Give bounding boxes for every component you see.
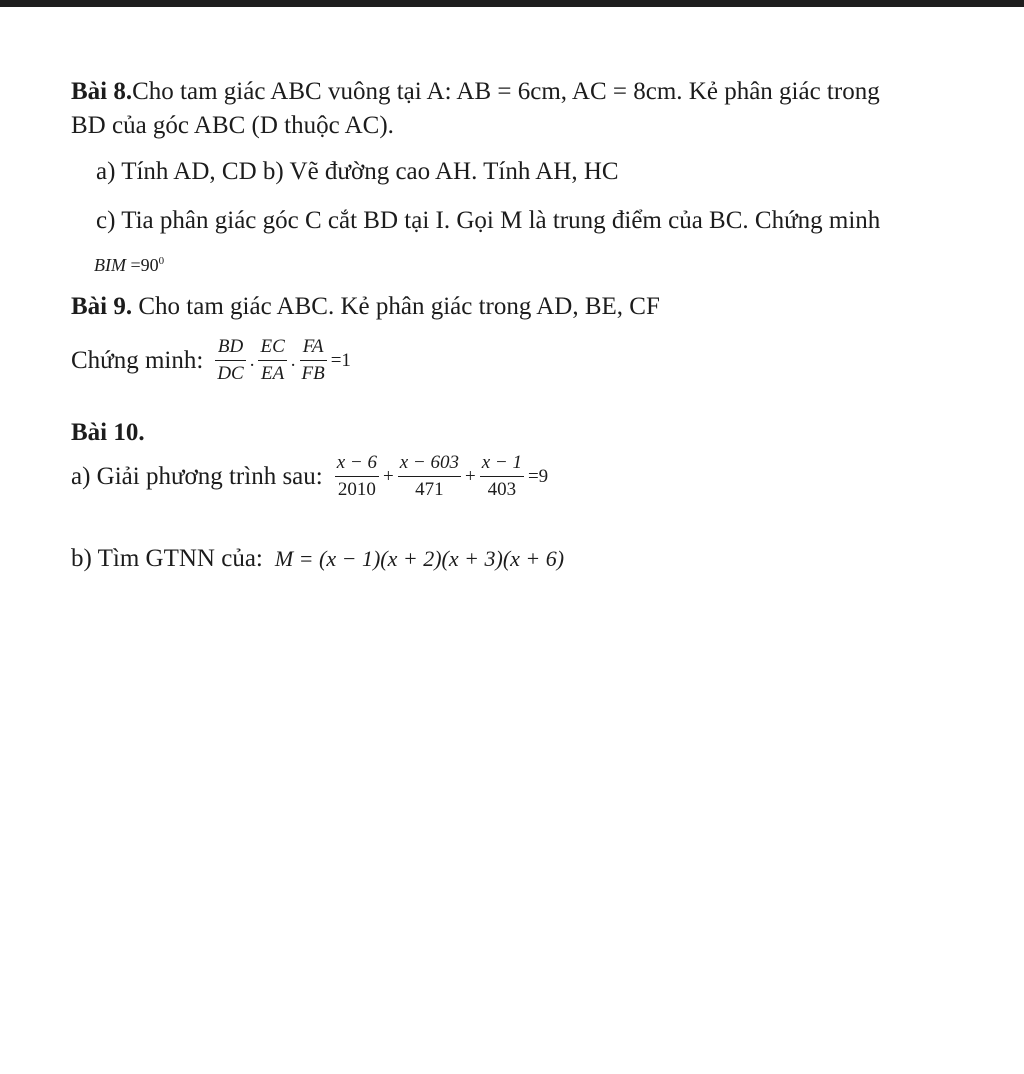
fraction-fa-fb <box>300 336 327 385</box>
bai10-label: Bài 10. <box>71 419 145 446</box>
bai9-proof-equation <box>71 336 353 385</box>
bai8-parts-ab: a) Tính AD, CD b) Vẽ đường cao AH. Tính AH, HC <box>96 158 619 185</box>
equals-one: =1 <box>330 349 351 371</box>
bai8-label: Bài 8. <box>71 78 133 105</box>
angle-lhs: BIM <box>94 255 126 275</box>
plus-operator: + <box>383 465 394 487</box>
fraction-numerator: x − 1 <box>481 452 522 473</box>
angle-eq: = <box>130 255 141 275</box>
prove-label: Chứng minh: <box>71 346 204 374</box>
top-border <box>0 0 1024 7</box>
fraction-ec-ea <box>258 336 286 385</box>
fraction-numerator: x − 6 <box>336 452 377 473</box>
angle-value: 90 <box>140 255 159 275</box>
bai8-text1: Cho tam giác ABC vuông tại A: AB = 6cm, AC = 8cm. Kẻ phân giác trong <box>132 78 880 105</box>
bai10-part-a-equation <box>71 452 550 501</box>
bai8-line2: BD của góc ABC (D thuộc AC). <box>71 112 394 139</box>
part-b-label: b) Tìm GTNN của: <box>71 545 263 572</box>
fraction-numerator: FA <box>302 336 324 357</box>
fraction-x-minus-603 <box>398 452 461 501</box>
plus-operator: + <box>464 465 476 487</box>
angle-degree: 0 <box>158 255 165 267</box>
fraction-denominator: 2010 <box>337 479 376 501</box>
bai9-line <box>71 292 660 322</box>
fraction-numerator: x − 603 <box>399 452 459 473</box>
fraction-bar <box>215 360 245 361</box>
part-a-label: a) Giải phương trình sau: <box>71 462 323 490</box>
fraction-bar <box>258 360 286 361</box>
fraction-denominator: 471 <box>415 479 444 501</box>
dot-operator: . <box>249 349 255 371</box>
equals-nine: =9 <box>527 465 549 487</box>
fraction-denominator: FB <box>301 363 325 385</box>
fraction-bar <box>335 476 379 477</box>
bai8-part-c: c) Tia phân giác góc C cắt BD tại I. Gọi M là trung điểm của BC. Chứng minh <box>96 207 881 234</box>
fraction-denominator: DC <box>217 363 244 385</box>
fraction-numerator: BD <box>217 336 244 357</box>
fraction-numerator: EC <box>260 336 285 357</box>
fraction-bd-dc <box>215 336 245 385</box>
fraction-denominator: 403 <box>487 479 517 501</box>
bai8-angle-equation <box>94 246 164 280</box>
bai10-part-b <box>71 545 564 573</box>
fraction-denominator: EA <box>261 363 285 385</box>
fraction-bar <box>300 360 327 361</box>
fraction-bar <box>480 476 524 477</box>
bai8-line1 <box>71 77 880 107</box>
fraction-bar <box>398 476 461 477</box>
part-b-expression: M = (x − 1)(x + 2)(x + 3)(x + 6) <box>274 546 565 571</box>
bai9-text: Cho tam giác ABC. Kẻ phân giác trong AD, BE, CF <box>132 293 660 320</box>
fraction-x-minus-6 <box>335 452 379 501</box>
fraction-x-minus-1 <box>480 452 524 501</box>
dot-operator: . <box>290 349 296 371</box>
bai9-label: Bài 9. <box>71 293 133 320</box>
